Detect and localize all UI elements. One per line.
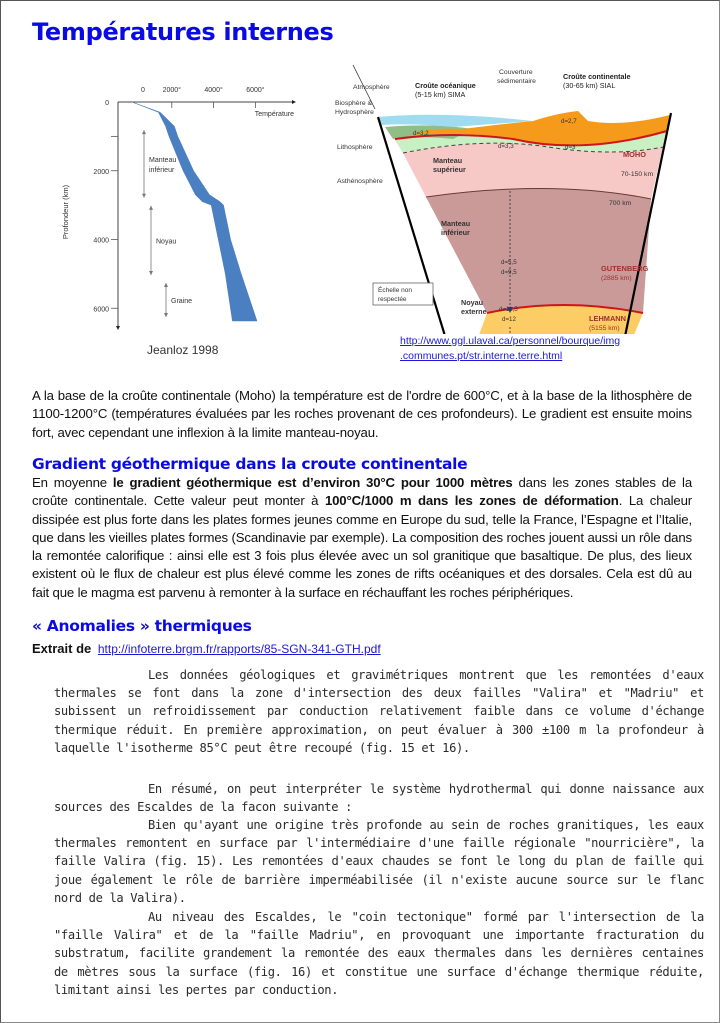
label-moho: MOHO bbox=[623, 150, 646, 159]
arrow-down-icon bbox=[149, 271, 153, 275]
label-atmosphere: Atmosphère bbox=[353, 84, 390, 91]
extrait-link[interactable]: http://infoterre.brgm.fr/rapports/85-SGN-341-GTH.pdf bbox=[97, 642, 381, 656]
x-tick-label: 0 bbox=[141, 87, 145, 94]
x-axis-arrow-icon bbox=[292, 100, 296, 104]
y-axis-label: Profondeur (km) bbox=[61, 184, 70, 240]
scan-text-4: Au niveau des Escaldes, le "coin tectonique" formé par l'intersection de la "faille Valira" et de la "faille Madriu", en provoquant une importante fracturation du substratum, facilite grandement la remontée des eaux thermales dans les dernières centaines de mètres sous la surface (fig. 16) et constitue une surface d'échange thermique réduite, limitant ainsi les pertes par conduction. bbox=[54, 910, 704, 997]
arrow-up-icon bbox=[142, 130, 146, 134]
gradient-paragraph bbox=[32, 474, 692, 602]
scan-paragraph-1 bbox=[54, 666, 704, 757]
arrow-down-icon bbox=[142, 194, 146, 198]
y-tick-label: 6000 bbox=[93, 306, 109, 314]
annotation-label: Manteau bbox=[149, 156, 177, 164]
gradient-text-mid: dans les zones stables de la croûte continentale. Cette valeur peut monter à bbox=[32, 475, 693, 509]
x-tick-label: 4000° bbox=[204, 87, 223, 94]
scale-note-line2: respectée bbox=[378, 296, 407, 303]
density-upper-mantle: d=3,3 bbox=[498, 143, 514, 150]
section-heading-gradient: Gradient géothermique dans la croute continentale bbox=[32, 455, 468, 473]
label-asthenosphere: Asthénosphère bbox=[337, 178, 383, 185]
annotation-label: Noyau bbox=[156, 238, 177, 246]
y-tick-label: 2000 bbox=[93, 168, 109, 176]
extrait-line bbox=[32, 641, 381, 656]
density-core-top: d=9,5 bbox=[501, 269, 517, 276]
density-lower-mantle: d=5,5 bbox=[501, 259, 517, 266]
gradient-text-start: En moyenne bbox=[32, 475, 113, 490]
earth-structure-diagram bbox=[333, 59, 673, 334]
gradient-text-end: . La chaleur dissipée est plus forte dans les plates formes jeunes comme en Europe du sud, telle la France, l’Espagne et l’Italie, que dans les vieilles plates formes (Scandinavie par exemple). La composition des roches jouent aussi un rôle dans la remontée calorifique : ainsi elle est 3 fois plus élevée avec un sol granitique que basaltique. De plus, des lieux existent où le flux de chaleur est plus élevé comme les zones de rifts océaniques et des dorsales. Cela est dû au fait que le magma est parvenu à remonter à la surface en réchauffant les roches périphériques. bbox=[32, 493, 692, 600]
label-outer-core: Noyau bbox=[461, 298, 483, 307]
label-700km: 700 km bbox=[609, 200, 632, 207]
annotation-label: inférieur bbox=[149, 166, 175, 174]
label-continental-crust-depth: (30-65 km) SIAL bbox=[563, 81, 616, 90]
source-link-line1[interactable]: http://www.ggl.ulaval.ca/personnel/bourque/img bbox=[400, 335, 621, 347]
label-sedimentary: Couverture bbox=[499, 69, 533, 76]
chart-caption: Jeanloz 1998 bbox=[147, 343, 219, 357]
scan-paragraph-3 bbox=[54, 816, 704, 907]
arrow-up-icon bbox=[164, 283, 168, 287]
gradient-bold-value: le gradient géothermique est d’environ 30°C pour 1000 mètres bbox=[112, 475, 513, 490]
label-lith-depth: 70-150 km bbox=[621, 171, 654, 178]
label-upper-mantle: Manteau bbox=[433, 156, 463, 165]
x-tick-label: 6000° bbox=[246, 87, 265, 94]
density-cont-top: d=2,7 bbox=[561, 118, 577, 125]
density-inner: d=12 bbox=[502, 316, 516, 323]
density-oceanic: d=3,2 bbox=[413, 130, 429, 137]
label-biosphere: Biosphère & bbox=[335, 100, 373, 107]
density-cont-bottom: d=3 bbox=[565, 144, 576, 151]
x-tick-label: 2000° bbox=[162, 87, 181, 94]
y-tick-label: 4000 bbox=[93, 237, 109, 245]
scale-note-line1: Échelle non bbox=[378, 287, 412, 294]
label-gutenberg: GUTENBERG bbox=[601, 264, 649, 273]
intro-paragraph: A la base de la croûte continentale (Moho) la température est de l'ordre de 600°C, et à la base de la lithosphère de 1100-1200°C (températures évaluées par les roches provenant de ces profondeurs). Le gradient est ensuite moins fort, avec cependant une inflexion à la limite manteau-noyau. bbox=[32, 388, 692, 440]
label-hydrosphere: Hydrosphère bbox=[335, 109, 374, 116]
label-lehmann-depth: (5155 km) bbox=[589, 325, 620, 332]
scan-paragraph-4 bbox=[54, 908, 704, 999]
lower-mantle-layer bbox=[426, 188, 651, 313]
arrow-down-icon bbox=[164, 313, 168, 317]
label-upper-mantle-2: supérieur bbox=[433, 165, 466, 174]
temperature-depth-chart bbox=[56, 77, 296, 337]
section-heading-anomalies: « Anomalies » thermiques bbox=[32, 617, 252, 635]
source-link-line2[interactable]: .communes.pt/str.interne.terre.html bbox=[400, 350, 563, 362]
extrait-label: Extrait de bbox=[32, 641, 92, 656]
y-axis-arrow-icon bbox=[116, 326, 120, 330]
label-lithosphere: Lithosphère bbox=[337, 144, 373, 151]
y-tick-label: 0 bbox=[105, 100, 109, 107]
arrow-up-icon bbox=[149, 206, 153, 210]
label-outer-core-2: externe bbox=[461, 307, 487, 316]
scan-text-2: En résumé, on peut interpréter le système hydrothermal qui donne naissance aux sources des Escaldes de la facon suivante : bbox=[54, 782, 704, 815]
annotation-label: Graine bbox=[171, 298, 193, 305]
label-oceanic-crust: Croûte océanique bbox=[415, 81, 476, 90]
label-lower-mantle-2: inférieur bbox=[441, 228, 470, 237]
x-axis-label: Température bbox=[254, 111, 294, 118]
scan-text-3: Bien qu'ayant une origine très profonde au sein de roches granitiques, les eaux thermales remontent en surface par l'intermédiaire d'une faille régionale "nourricière", la faille Valira (fig. 15). Les remontées d'eaux chaudes se font le long du plan de faille qui joue également le rôle de barrière imperméabilisée (il n'existe aucune source sur le flanc nord de la Valira). bbox=[54, 818, 704, 905]
label-continental-crust: Croûte continentale bbox=[563, 72, 631, 81]
page-title: Températures internes bbox=[32, 18, 334, 46]
scan-text-1: Les données géologiques et gravimétriques montrent que les remontées d'eaux thermales se font dans la zone d'intersection des deux failles "Valira" et "Madriu" et subissent un refroidissement par conduction relativement faible dans ce volume d'échange thermique réduit. En première approximation, on peut évaluer à 300 ±100 m la profondeur à laquelle l'isotherme 85°C peut être recoupé (fig. 15 et 16). bbox=[54, 668, 704, 755]
scan-paragraph-2 bbox=[54, 780, 704, 816]
label-oceanic-crust-depth: (5-15 km) SIMA bbox=[415, 90, 466, 99]
label-lower-mantle: Manteau bbox=[441, 219, 471, 228]
label-gutenberg-depth: (2885 km) bbox=[601, 275, 632, 282]
gradient-bold-deformation: 100°C/1000 m dans les zones de déformation bbox=[324, 493, 619, 509]
label-sedimentary-2: sédimentaire bbox=[497, 78, 536, 85]
density-core-bottom: d=11,5 bbox=[499, 306, 518, 313]
label-lehmann: LEHMANN bbox=[589, 314, 626, 323]
